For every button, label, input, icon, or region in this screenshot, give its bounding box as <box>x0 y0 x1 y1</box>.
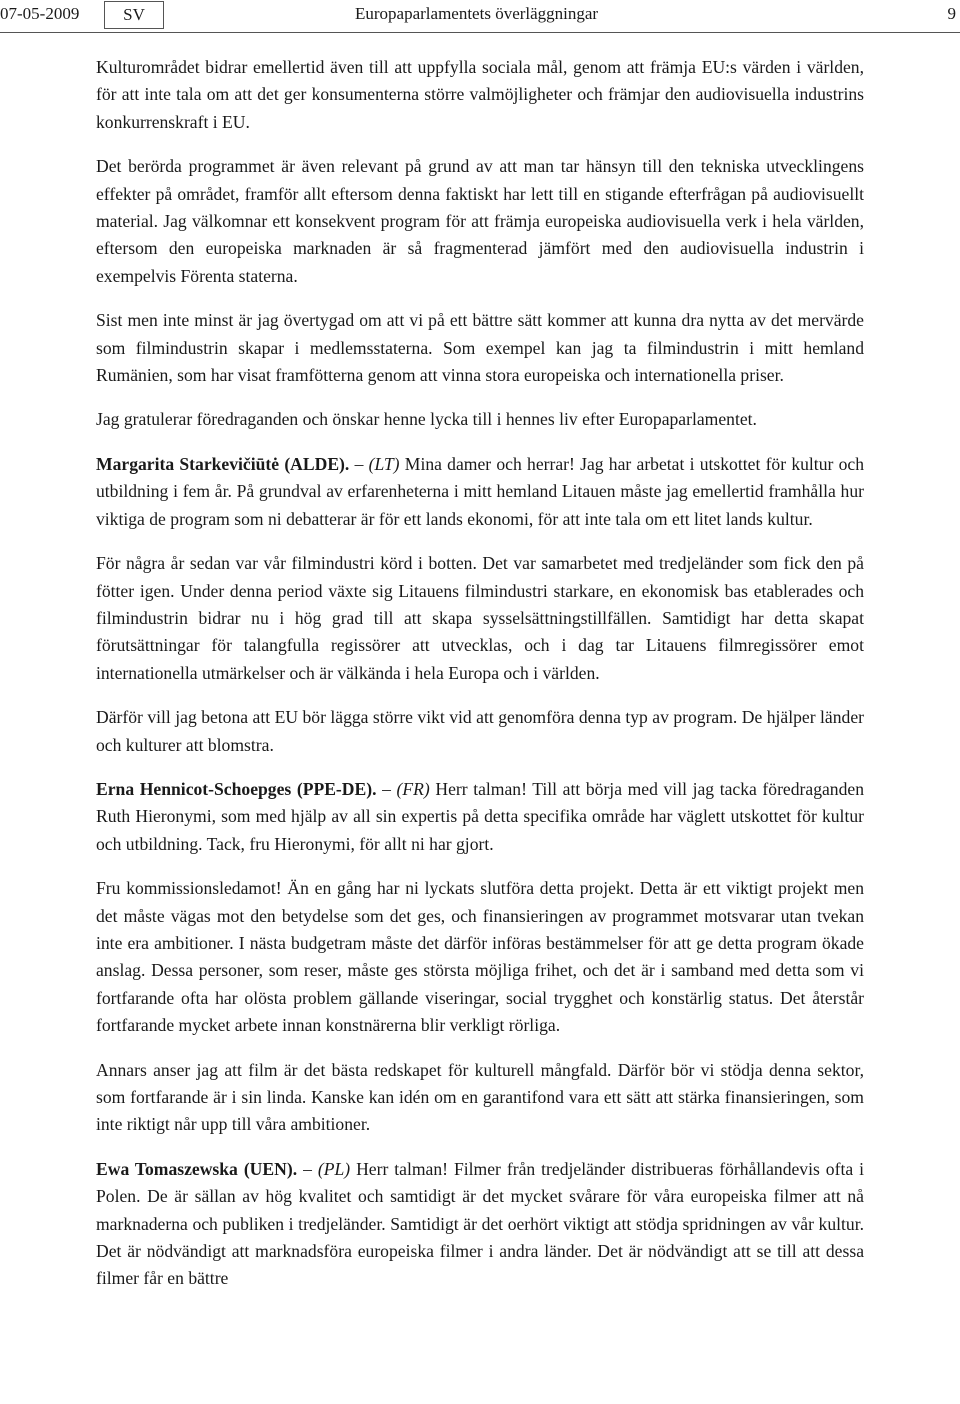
paragraph <box>96 704 864 759</box>
paragraph <box>96 307 864 389</box>
language-code: (LT) <box>368 453 400 474</box>
language-code: (PL) <box>317 1158 351 1179</box>
paragraph-text: Herr talman! Filmer från tredjeländer distribueras förhållandevis ofta i Polen. De är sällan av hög kvalitet och samtidigt är det mycket svårare för våra europeiska filmer att nå marknaderna och publiken i tredjeländer. Samtidigt är det oerhört viktigt att stödja spridningen av vår kultur. Det är nödvändigt att marknadsföra europeiska filmer i andra länder. Det är nödvändigt att se till att dessa filmer får en bättre <box>96 1158 865 1289</box>
paragraph-text: Annars anser jag att film är det bästa redskapet för kulturell mångfald. Därför bör vi stödja denna sektor, som fortfarande är i sin linda. Kanske kan idén om en garantifond vara ett sätt att stärka finansieringen, som inte riktigt når upp till våra ambitioner. <box>96 1059 864 1135</box>
speech-paragraph: Ewa Tomaszewska (UEN). – (PL) Herr talman! Filmer från tredjeländer distribueras förhållandevis ofta i Polen. De är sällan av hög kvalitet och samtidigt är det mycket svårare för våra europeiska filmer att nå marknaderna och publiken i tredjeländer. Samtidigt är det oerhört viktigt att stödja spridningen av vår kultur. Det är nödvändigt att marknadsföra europeiska filmer i andra länder. Det är nödvändigt att se till att dessa filmer får en bättre <box>96 1158 865 1289</box>
header-title: Europaparlamentets överläggningar <box>355 4 599 23</box>
paragraph <box>96 153 864 290</box>
page-header <box>0 0 960 33</box>
paragraph <box>96 875 864 1039</box>
paragraph-text: Jag gratulerar föredraganden och önskar henne lycka till i hennes liv efter Europaparlamentet. <box>96 409 757 430</box>
speech-paragraph: Erna Hennicot-Schoepges (PPE-DE). – (FR) Herr talman! Till att börja med vill jag tacka föredraganden Ruth Hieronymi, som med hjälp av all sin expertis på detta specifika område har väglett utskottet för kultur och utbildning. Tack, fru Hieronymi, för allt ni har gjort. <box>96 778 865 854</box>
header-date: 07-05-2009 <box>0 4 80 23</box>
paragraph <box>96 1057 864 1139</box>
paragraph <box>96 406 864 433</box>
paragraph-text: Det berörda programmet är även relevant på grund av att man tar hänsyn till den tekniska utvecklingens effekter på området, framför allt eftersom denna faktiskt har lett till en stigande efterfrågan på audiovisuellt material. Jag välkomnar ett konsekvent program för att främja europeiska audiovisuella verk i hela världen, eftersom den europeiska marknaden är så fragmenterad jämfört med den audiovisuella industrin i exempelvis Förenta staterna. <box>96 156 864 286</box>
paragraph-text: För några år sedan var vår filmindustri körd i botten. Det var samarbetet med tredjeländer som fick den på fötter igen. Under denna period växte sig Litauens filmindustri starkare, en ekonomisk bas etablerades och filmindustrin bidrar nu i hög grad till att skapa sysselsättningstillfällen. Samtidigt har detta skapat förutsättningar för talangfulla regissörer att utvecklas, och i dag tar Litauens filmregissörer emot internationella utmärkelser och är välkända i hela Europa och i världen. <box>96 553 864 683</box>
speaker-name: Erna Hennicot-Schoepges (PPE-DE). <box>96 778 377 799</box>
paragraph-text: Mina damer och herrar! Jag har arbetat i utskottet för kultur och utbildning i fem år. På grundval av erfarenheterna i mitt hemland Litauen måste jag emellertid framhålla hur viktiga de program som ni debatterar är för ett lands ekonomi, för att inte tala om ett litet lands kultur. <box>96 453 864 529</box>
paragraph <box>96 54 864 136</box>
paragraph <box>96 550 864 687</box>
document-body <box>96 54 864 1310</box>
paragraph-text: Därför vill jag betona att EU bör lägga större vikt vid att genomföra denna typ av program. De hjälper länder och kulturer att blomstra. <box>96 707 864 755</box>
speaker-name: Ewa Tomaszewska (UEN). <box>96 1158 298 1179</box>
paragraph-text: Fru kommissionsledamot! Än en gång har ni lyckats slutföra detta projekt. Detta är ett viktigt projekt men det måste vägas mot den betydelse som det ges, och finansieringen av programmet motsvarar utan tvekan inte era ambitioner. I nästa budgetram måste det därför införas bestämmelser för att ge detta program ökade anslag. Dessa personer, som reser, måste ges största möjliga frihet, och det är i samband med detta som vi fortfarande ofta har olösta problem gällande viseringar, social trygghet och konstärlig status. Det återstår fortfarande mycket arbete innan konstnärerna blir verkligt rörliga. <box>96 878 864 1036</box>
paragraph-text: Sist men inte minst är jag övertygad om att vi på ett bättre sätt kommer att kunna dra nytta av det mervärde som filmindustrin skapar i medlemsstaterna. Som exempel kan jag ta filmindustrin i mitt hemland Rumänien, som har visat framfötterna genom att vinna stora europeiska och internationella priser. <box>96 310 864 386</box>
speaker-name: Margarita Starkevičiūtė (ALDE). <box>96 453 350 474</box>
language-code: (FR) <box>396 778 430 799</box>
header-page-number: 9 <box>947 4 956 23</box>
header-language-box: SV <box>104 1 164 29</box>
paragraph-text: Herr talman! Till att börja med vill jag tacka föredraganden Ruth Hieronymi, som med hjälp av all sin expertis på detta specifika område har väglett utskottet för kultur och utbildning. Tack, fru Hieronymi, för allt ni har gjort. <box>96 778 865 854</box>
paragraph-text: Kulturområdet bidrar emellertid även till att uppfylla sociala mål, genom att främja EU:s värden i världen, för att inte tala om att det ger konsumenterna större valmöjligheter och främjar den audiovisuella industrins konkurrenskraft i EU. <box>96 57 864 132</box>
speech-paragraph: Margarita Starkevičiūtė (ALDE). – (LT) Mina damer och herrar! Jag har arbetat i utskottet för kultur och utbildning i fem år. På grundval av erfarenheterna i mitt hemland Litauen måste jag emellertid framhålla hur viktiga de program som ni debatterar är för ett lands ekonomi, för att inte tala om ett litet lands kultur. <box>96 453 864 529</box>
